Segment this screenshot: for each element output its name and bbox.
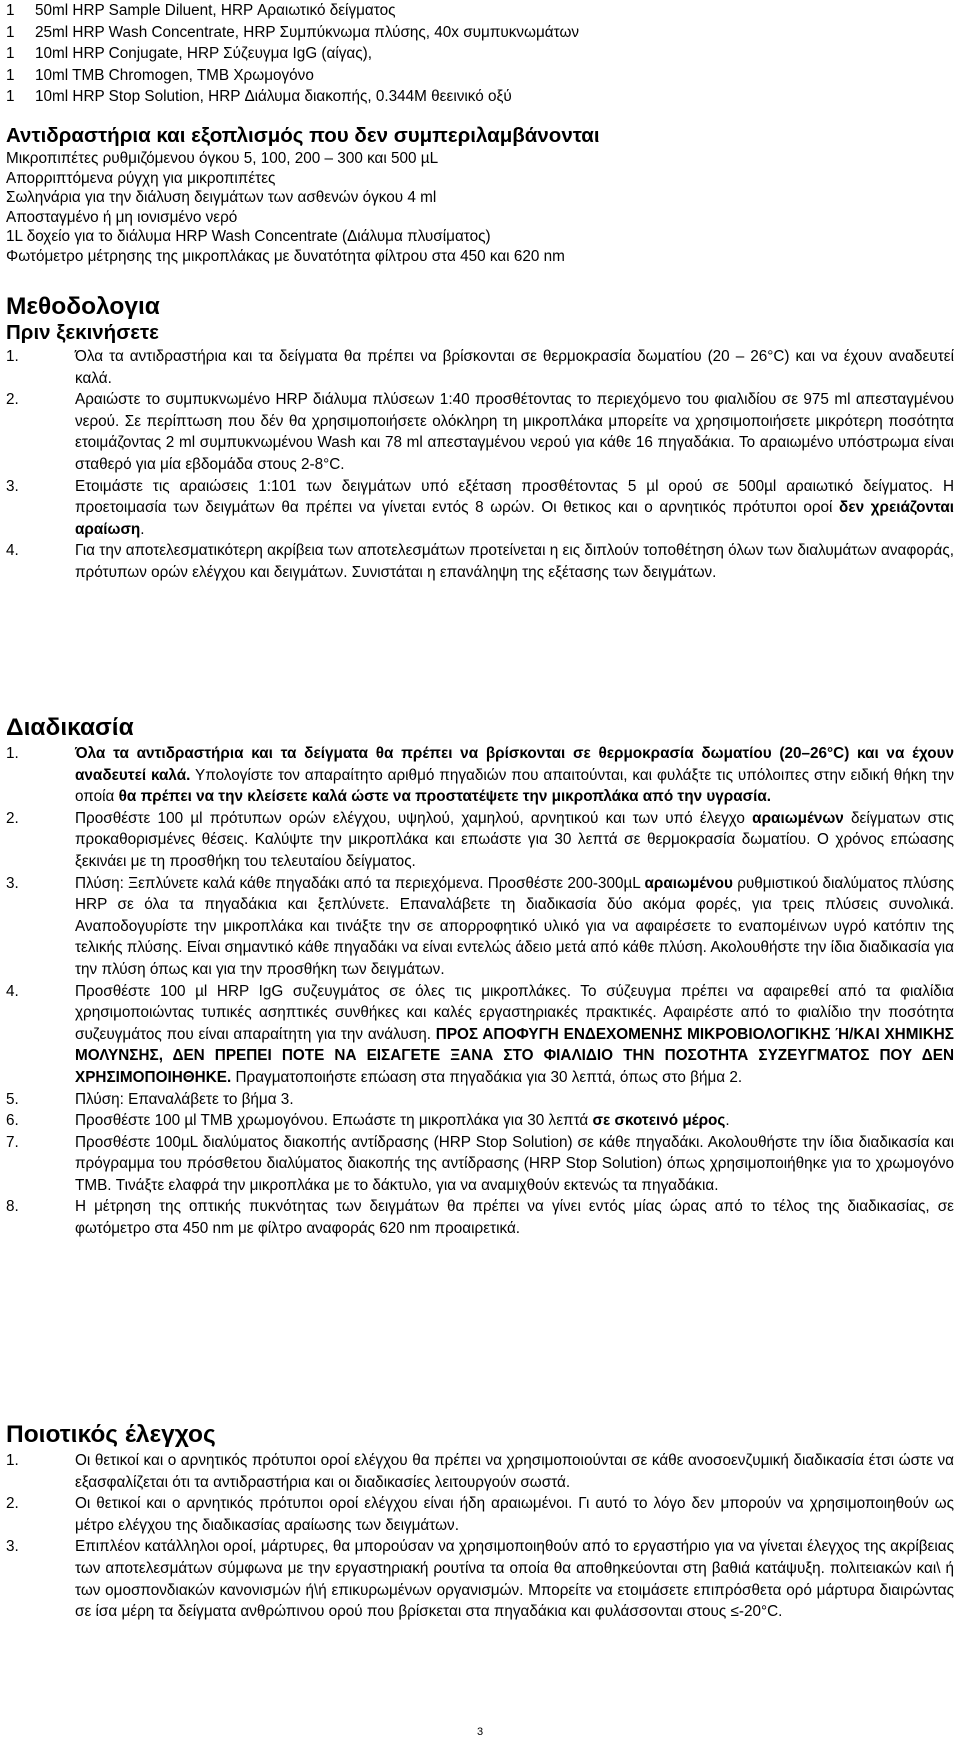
procedure-item <box>6 981 954 1089</box>
methodology-item <box>6 346 954 389</box>
kit-component-text: 10ml HRP Conjugate, HRP Σύζευγμα IgG (αίγας), <box>35 45 372 62</box>
kit-component-qty: 1 <box>6 23 15 41</box>
kit-component-text: 10ml TMB Chromogen, TMB Χρωμογόνο <box>35 66 314 84</box>
text-segment: Η μέτρηση της οπτικής πυκνότητας των δειγμάτων θα πρέπει να γίνει εντός μίας ώρας από το τέλος της διαδικασίας, σε φωτόμετρο στα 450 nm με φίλτρο αναφοράς 620 nm προαιρετικά. <box>75 1198 954 1238</box>
methodology-item <box>6 476 954 541</box>
page-number: 3 <box>476 1726 484 1738</box>
procedure-list <box>6 743 954 1240</box>
item-text <box>75 745 954 805</box>
item-number: 7. <box>6 1133 19 1151</box>
quality-control-item <box>6 1536 954 1622</box>
bold-text: ΠΡΟΣ ΑΠΟΦΥΓΗ ΕΝΔΕΧΟΜΕΝΗΣ ΜΙΚΡΟΒΙΟΛΟΓΙΚΗΣ Ή/ΚΑΙ ΧΗΜΙΚΗΣ ΜΟΛΥΝΣΗΣ, ΔΕΝ ΠΡΕΠΕΙ ΠΟΤΕ ΝΑ ΕΙΣΑΓΕΤΕ ΞΑΝΑ ΣΤΟ ΦΙΑΛΙΔΙΟ ΤΗΝ ΠΟΣΟΤΗΤΑ ΣΥΖΕΥΓΜΑΤΟΣ ΠΟΥ ΔΕΝ ΧΡΗΣΙΜΟΠΟΙΗΘΗΚΕ. <box>75 1025 954 1086</box>
procedure-item <box>6 1132 954 1197</box>
text-segment: Πλύση: Επαναλάβετε το βήμα 3. <box>75 1090 294 1108</box>
item-text <box>75 875 954 978</box>
text-segment: Προσθέστε 100µL διαλύματος διακοπής αντίδρασης (HRP Stop Solution) σε κάθε πηγαδάκι. Ακολουθήστε την ίδια διαδικασία και πρόγραμμα του πρόσθετου διαλύματος διακοπής της αντίδρασης (HRP Stop Solution) όπως χρησιμοποιήθηκε για το χρωμογόνο TMB. Τινάξτε ελαφρά την μικροπλάκα με το δάκτυλο, για να αναμιχθούν εκτενώς τα πηγαδάκια. <box>75 1133 954 1194</box>
kit-component-qty: 1 <box>6 45 15 62</box>
kit-component-qty: 1 <box>6 2 15 19</box>
text-segment: Οι θετικοί και ο αρνητικός πρότυποι οροί ελέγχου είναι ήδη αραιωμένοι. Γι αυτό το λόγο δεν μπορούν να χρησιμοποιηθούν ως μέτρο ελέγχου της διαδικασίας αραίωσης των δειγμάτων. <box>75 1495 954 1534</box>
methodology-heading: Μεθοδολογια <box>6 293 160 320</box>
kit-component-text: 10ml HRP Stop Solution, HRP Διάλυμα διακοπής, 0.344M θεεινικό οξύ <box>35 88 512 105</box>
text-segment: Προσθέστε 100 µl HRP IgG συζευγμάτος σε όλες τις μικροπλάκες. Το σύζευγμα πρέπει να αφαιρεθεί από τα φιαλίδια χρησιμοποιώντας τυπικές ασηπτικές συνθήκες και καλές εργαστηριακές πρακτικές. Αφαιρέστε από το φιαλίδιο την ποσότητα συζευγμάτος που είναι απαραίτητη για την ανάλυση. <box>75 982 954 1043</box>
bold-text: αραιωμένων <box>752 809 844 827</box>
bold-text: αραιωμένου <box>644 874 733 892</box>
item-text <box>75 478 954 538</box>
not-included-item: Μικροπιπέτες ρυθμιζόμενου όγκου 5, 100, 200 – 300 και 500 µL <box>6 150 439 167</box>
bold-text: Όλα τα αντιδραστήρια και τα δείγματα θα πρέπει να βρίσκονται σε θερμοκρασία δωματίου (20–26°C) και να έχουν αναδευτεί καλά. <box>75 745 954 784</box>
item-number: 3. <box>6 874 19 892</box>
kit-component-row <box>6 65 946 87</box>
text-segment: Υπολογίστε τον απαραίτητο αριθμό πηγαδιών που απαιτούνται, και φυλάξτε τις υπόλοιπες στην ειδική θήκη την οποία <box>75 766 954 806</box>
item-number: 1. <box>6 745 19 762</box>
kit-component-text: 25ml HRP Wash Concentrate, HRP Συμπύκνωμα πλύσης, 40x συμπυκνωμάτων <box>35 23 580 41</box>
text-segment: . <box>725 1112 730 1130</box>
item-number: 4. <box>6 982 19 1000</box>
kit-component-qty: 1 <box>6 66 15 84</box>
not-included-item: Φωτόμετρο μέτρησης της μικροπλάκας με δυνατότητα φίλτρου στα 450 και 620 nm <box>6 247 565 265</box>
item-text <box>75 983 954 1086</box>
kit-component-row <box>6 43 946 65</box>
item-text <box>75 1495 954 1534</box>
methodology-section <box>6 292 954 584</box>
text-segment: . <box>140 520 145 538</box>
text-segment: Όλα τα αντιδραστήρια και τα δείγματα θα πρέπει να βρίσκονται σε θερμοκρασία δωματίου (20 – 26°C) και να έχουν αναδευτεί καλά. <box>75 348 954 387</box>
item-text <box>75 810 954 870</box>
bold-text: θα πρέπει να την κλείσετε καλά ώστε να προστατέψετε την μικροπλάκα από την υγρασία. <box>118 788 772 806</box>
text-segment: Πραγματοποιήστε επώαση στα πηγαδάκια για 30 λεπτά, όπως στο βήμα 2. <box>231 1068 743 1086</box>
procedure-item <box>6 1196 954 1239</box>
text-segment: Προσθέστε 100 µl πρότυπων ορών ελέγχου, υψηλού, χαμηλού, αρνητικού και των υπό έλεγχο <box>75 809 753 827</box>
quality-control-item <box>6 1493 954 1536</box>
item-number: 6. <box>6 1112 19 1130</box>
bold-text: δεν χρειάζονται αραίωση <box>75 499 954 538</box>
text-segment: Οι θετικοί και ο αρνητικός πρότυποι οροί ελέγχου θα πρέπει να χρησιμοποιούνται σε κάθε ανοσοενζυμική διαδικασία έτσι ώστε να εξασφαλίζεται ότι τα αντιδραστήρια και οι διαδικασίες λειτουργούν σωστά. <box>75 1452 954 1491</box>
quality-control-list <box>6 1450 954 1623</box>
text-segment: Ετοιμάστε τις αραιώσεις 1:101 των δειγμάτων υπό εξέταση προσθέτοντας 5 µl ορού σε 500µl αραιωτικό δείγματος. Η προετοιμασία των δειγμάτων θα πρέπει να γίνεται εντός 8 ωρών. Οι θετικος και ο αρνητικός πρότυποι οροί <box>75 477 954 517</box>
kit-component-text: 50ml HRP Sample Diluent, HRP Αραιωτικό δείγματος <box>35 2 396 19</box>
item-text <box>75 1112 730 1129</box>
quality-control-heading: Ποιοτικός έλεγχος <box>6 1421 216 1448</box>
item-number: 1. <box>6 348 19 365</box>
not-included-heading: Αντιδραστήρια και εξοπλισμός που δεν συμπεριλαμβάνονται <box>6 124 600 147</box>
kit-components-list <box>6 0 946 108</box>
quality-control-item <box>6 1450 954 1493</box>
item-number: 3. <box>6 1538 19 1556</box>
kit-component-row <box>6 0 946 22</box>
item-text <box>75 1538 954 1620</box>
not-included-item: Αποσταγμένο ή μη ιονισμένο νερό <box>6 208 238 226</box>
kit-component-row <box>6 22 946 44</box>
not-included-list <box>6 149 954 267</box>
kit-component-row <box>6 86 946 108</box>
item-text <box>75 391 954 473</box>
text-segment: Προσθέστε 100 µl TMB χρωμογόνου. Επωάστε τη μικροπλάκα για 30 λεπτά <box>75 1112 593 1130</box>
text-segment: Πλύση: Ξεπλύνετε καλά κάθε πηγαδάκι από τα περιεχόμενα. Προσθέστε 200-300µL <box>75 874 645 892</box>
not-included-item: Απορριπτόμενα ρύγχη για μικροπιπέτες <box>6 169 276 187</box>
procedure-item <box>6 808 954 873</box>
procedure-item <box>6 1089 954 1111</box>
item-text <box>75 348 954 387</box>
procedure-section <box>6 713 954 1240</box>
item-number: 8. <box>6 1198 19 1216</box>
item-number: 5. <box>6 1090 19 1108</box>
item-number: 2. <box>6 1495 19 1513</box>
procedure-item <box>6 873 954 981</box>
not-included-item: Σωληνάρια για την διάλυση δειγμάτων των ασθενών όγκου 4 ml <box>6 189 437 207</box>
quality-control-section <box>6 1420 954 1623</box>
text-segment: ρυθμιστικού διαλύματος πλύσης HRP σε όλα τα πηγαδάκια και ξεπλύνετε. Επαναλάβετε τη διαδικασία δύο ακόμα φορές, για τρεις πλύσεις συνολικά. Αναποδογυρίστε την μικροπλάκα και τινάξτε την σε απορροφητικό υλικό για να αφαιρέσετε το εναπομέινων υγρό κατόπιν της τελικής πλύσης. Είναι σημαντικό κάθε πηγαδάκι να είναι εντελώς άδειο μετά από κάθε πλύση. Ακολουθήστε την ίδια διαδικασία για την πλύση όπως και για την προσθήκη των δειγμάτων. <box>75 874 954 978</box>
methodology-item <box>6 540 954 583</box>
procedure-heading: Διαδικασία <box>6 714 134 741</box>
item-text <box>75 1134 954 1194</box>
methodology-list <box>6 346 954 584</box>
kit-component-qty: 1 <box>6 88 15 105</box>
text-segment: Επιπλέον κατάλληλοι οροί, μάρτυρες, θα μπορούσαν να χρησιμοποιηθούν από το εργαστήριο για να γίνεται έλεγχος της ακρίβειας των αποτελεσμάτων σύμφωνα με την εργαστηριακή ρουτίνα τα οποία θα αποθηκεύονται στη βαθιά κατάψυξη. πολιτειακών και\ ή των ομοσπονδιακών κανονισμών ή\ή επικυρωμένων οργανισμών. Μπορείτε να ετοιμάσετε επιπρόσθετα ορό μάρτυρα διαιρώντας σε ίσα μέρη τα δείγματα ανθρώπινου ορού που βρίσκεται στα πηγαδάκια και φυλάσσονται στους ≤-20°C. <box>75 1538 954 1621</box>
procedure-item <box>6 1110 954 1132</box>
text-segment: Αραιώστε το συμπυκνωμένο HRP διάλυμα πλύσεων 1:40 προσθέτοντας το περιεχόμενο του φιαλιδίου σε 975 ml απεσταγμένου νερού. Σε περίπτωση που δέν θα χρησιμοποιήσετε ολόκληρη τη μικροπλάκα μπορείτε να χρησιμοποιήσετε μικρότερη ποσότητα ετοιμάζοντας 2 ml συμπυκνωμένου Wash και 78 ml απεσταγμένου νερού για κάθε 16 πηγαδάκια. Το αραιωμένο υπόστρωμα είναι σταθερό για μία εβδομάδα στους 2-8°C. <box>75 391 954 473</box>
before-start-heading: Πριν ξεκινήσετε <box>6 321 159 344</box>
item-number: 4. <box>6 542 19 560</box>
methodology-item <box>6 389 954 475</box>
item-text <box>75 1198 954 1237</box>
item-text <box>75 1091 294 1108</box>
text-segment: δείγματων στις προκαθορισμένες θέσεις. Καλύψτε την μικροπλάκα και επωάστε για 30 λεπτά σε θερμοκρασία δωματίου. Ο χρόνος επώασης ξεκινάει με τη προσθήκη του τελευταίου δείγματος. <box>75 809 954 870</box>
item-text <box>75 542 954 581</box>
text-segment: Για την αποτελεσματικότερη ακρίβεια των αποτελεσμάτων προτείνεται η εις διπλούν τοποθέτηση όλων των διαλυμάτων αναφοράς, πρότυπων ορών ελέγχου και δειγμάτων. Συνιστάται η επανάληψη της εξέτασης των δειγμάτων. <box>75 542 954 581</box>
bold-text: σε σκοτεινό μέρος <box>592 1112 726 1130</box>
not-included-section <box>6 123 954 267</box>
not-included-item: 1L δοχείο για το διάλυμα HRP Wash Concentrate (Διάλυμα πλυσίματος) <box>6 228 491 246</box>
item-number: 1. <box>6 1452 19 1469</box>
item-text <box>75 1452 954 1491</box>
item-number: 2. <box>6 809 19 827</box>
procedure-item <box>6 743 954 808</box>
item-number: 3. <box>6 477 19 495</box>
item-number: 2. <box>6 391 19 409</box>
